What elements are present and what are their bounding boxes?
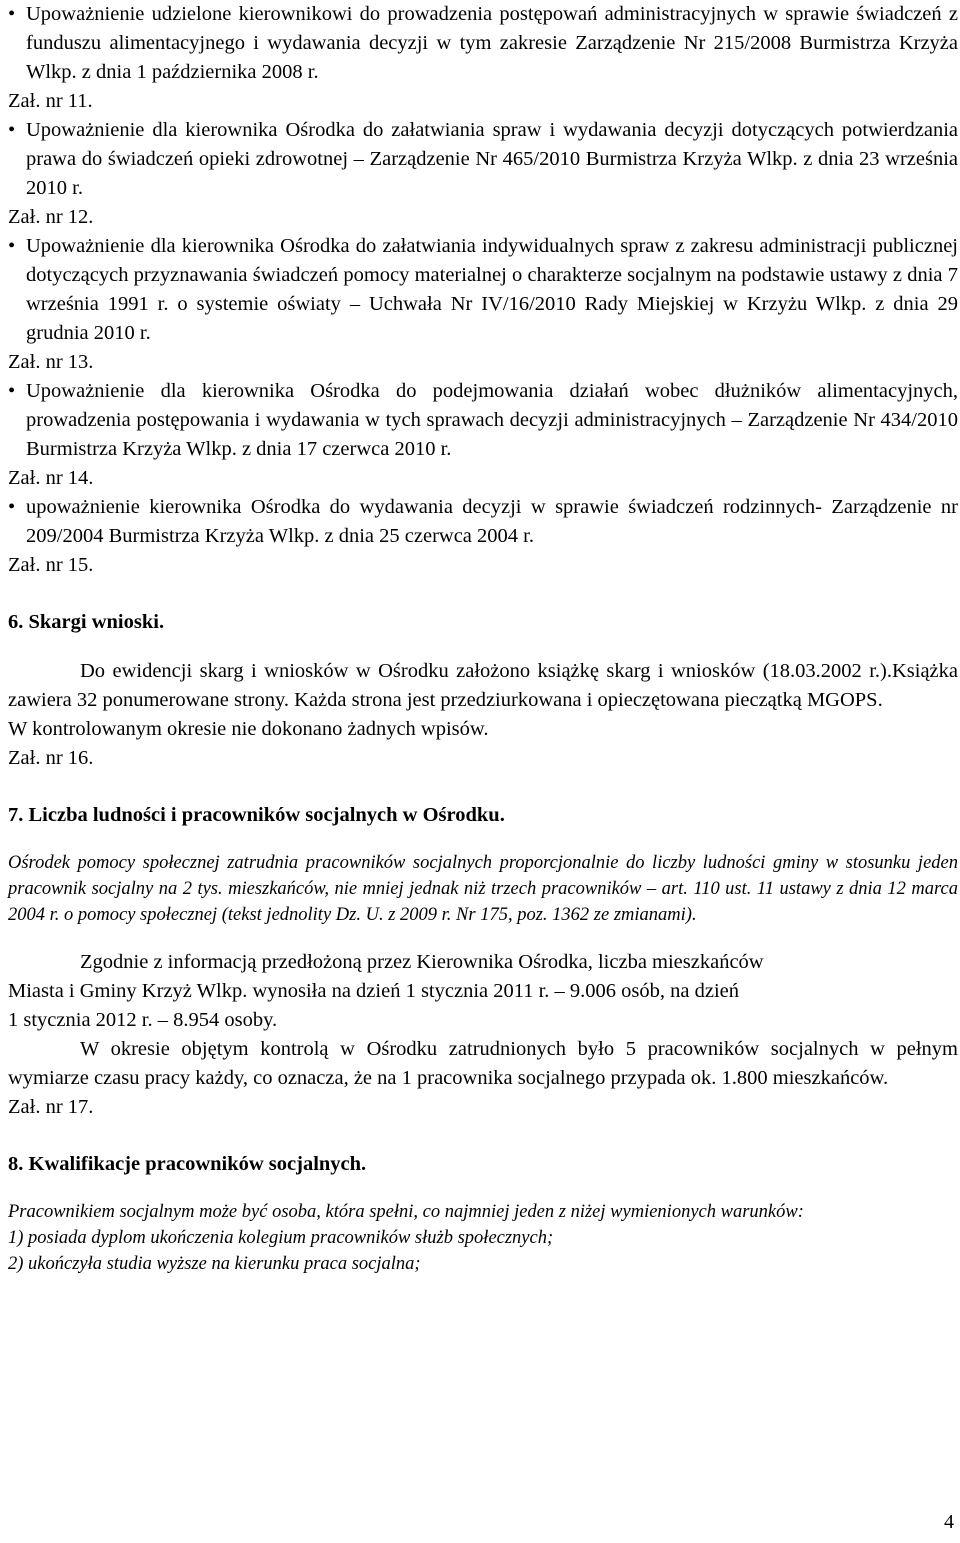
page-number: 4: [944, 1511, 954, 1533]
bullet-icon: •: [8, 380, 16, 402]
attachment-ref: Zał. nr 16.: [8, 747, 94, 769]
section-heading: 6. Skargi wnioski.: [8, 611, 165, 633]
qualification-intro: Pracownikiem socjalnym może być osoba, która spełni, co najmniej jeden z niżej wymienionych warunków:: [8, 1202, 804, 1222]
bullet-icon: •: [8, 3, 16, 25]
bullet-icon: •: [8, 119, 16, 141]
section-paragraph: Do ewidencji skarg i wniosków w Ośrodku założono książkę skarg i wniosków (18.03.2002 r.).Książka zawiera 32 ponumerowane strony. Każda strona jest przedziurkowana i opieczętowana pieczątką MGOPS.: [8, 660, 958, 711]
bullet-icon: •: [8, 496, 16, 518]
attachment-ref: Zał. nr 14.: [8, 467, 94, 489]
qualification-item: 1) posiada dyplom ukończenia kolegium pracowników służb społecznych;: [8, 1228, 554, 1248]
document-content: [8, 0, 958, 1277]
population-line-3: 1 stycznia 2012 r. – 8.954 osoby.: [8, 1009, 278, 1031]
attachment-ref: Zał. nr 11.: [8, 90, 93, 112]
authorization-item: [8, 232, 958, 348]
authorization-text: Upoważnienie dla kierownika Ośrodka do podejmowania działań wobec dłużników alimentacyjnych, prowadzenia postępowania i wydawania w tych sprawach decyzji administracyjnych – Zarządzenie Nr 434/2010 Burmistrza Krzyża Wlkp. z dnia 17 czerwca 2010 r.: [26, 380, 958, 460]
authorization-item: [8, 493, 958, 551]
attachment-ref: Zał. nr 17.: [8, 1096, 94, 1118]
authorization-text: Upoważnienie dla kierownika Ośrodka do załatwiania indywidualnych spraw z zakresu administracji publicznej dotyczących przyznawania świadczeń pomocy materialnej o charakterze socjalnym na podstawie ustawy z dnia 7 września 1991 r. o systemie oświaty – Uchwała Nr IV/16/2010 Rady Miejskiej w Krzyżu Wlkp. z dnia 29 grudnia 2010 r.: [26, 235, 958, 344]
authorization-text: Upoważnienie dla kierownika Ośrodka do załatwiania spraw i wydawania decyzji dotyczących potwierdzania prawa do świadczeń opieki zdrowotnej – Zarządzenie Nr 465/2010 Burmistrza Krzyża Wlkp. z dnia 23 września 2010 r.: [26, 119, 958, 199]
population-line-2: Miasta i Gminy Krzyż Wlkp. wynosiła na dzień 1 stycznia 2011 r. – 9.006 osób, na dzień: [8, 980, 740, 1002]
authorization-text: Upoważnienie udzielone kierownikowi do prowadzenia postępowań administracyjnych w sprawie świadczeń z funduszu alimentacyjnego i wydawania decyzji w tym zakresie Zarządzenie Nr 215/2008 Burmistrza Krzyża Wlkp. z dnia 1 października 2008 r.: [26, 3, 958, 83]
attachment-ref: Zał. nr 12.: [8, 206, 94, 228]
authorization-item: [8, 116, 958, 203]
authorization-item: [8, 0, 958, 87]
section-paragraph: W okresie objętym kontrolą w Ośrodku zatrudnionych było 5 pracowników socjalnych w pełnym wymiarze czasu pracy każdy, co oznacza, że na 1 pracownika socjalnego przypada ok. 1.800 mieszkańców.: [8, 1038, 958, 1089]
authorization-item: [8, 377, 958, 464]
population-line-1: Zgodnie z informacją przedłożoną przez Kierownika Ośrodka, liczba mieszkańców: [80, 951, 764, 973]
section-heading: 8. Kwalifikacje pracowników socjalnych.: [8, 1153, 367, 1175]
section-heading: 7. Liczba ludności i pracowników socjalnych w Ośrodku.: [8, 804, 505, 826]
authorization-text: upoważnienie kierownika Ośrodka do wydawania decyzji w sprawie świadczeń rodzinnych- Zarządzenie nr 209/2004 Burmistrza Krzyża Wlkp. z dnia 25 czerwca 2004 r.: [26, 496, 958, 547]
qualification-item: 2) ukończyła studia wyższe na kierunku praca socjalna;: [8, 1254, 421, 1274]
attachment-ref: Zał. nr 13.: [8, 351, 94, 373]
bullet-icon: •: [8, 235, 16, 257]
attachment-ref: Zał. nr 15.: [8, 554, 94, 576]
legal-basis-note: Ośrodek pomocy społecznej zatrudnia pracowników socjalnych proporcjonalnie do liczby ludności gminy w stosunku jeden pracownik socjalny na 2 tys. mieszkańców, nie mniej jednak niż trzech pracowników – art. 110 ust. 11 ustawy z dnia 12 marca 2004 r. o pomocy społecznej (tekst jednolity Dz. U. z 2009 r. Nr 175, poz. 1362 ze zmianami).: [8, 853, 958, 925]
section-paragraph: W kontrolowanym okresie nie dokonano żadnych wpisów.: [8, 718, 489, 740]
